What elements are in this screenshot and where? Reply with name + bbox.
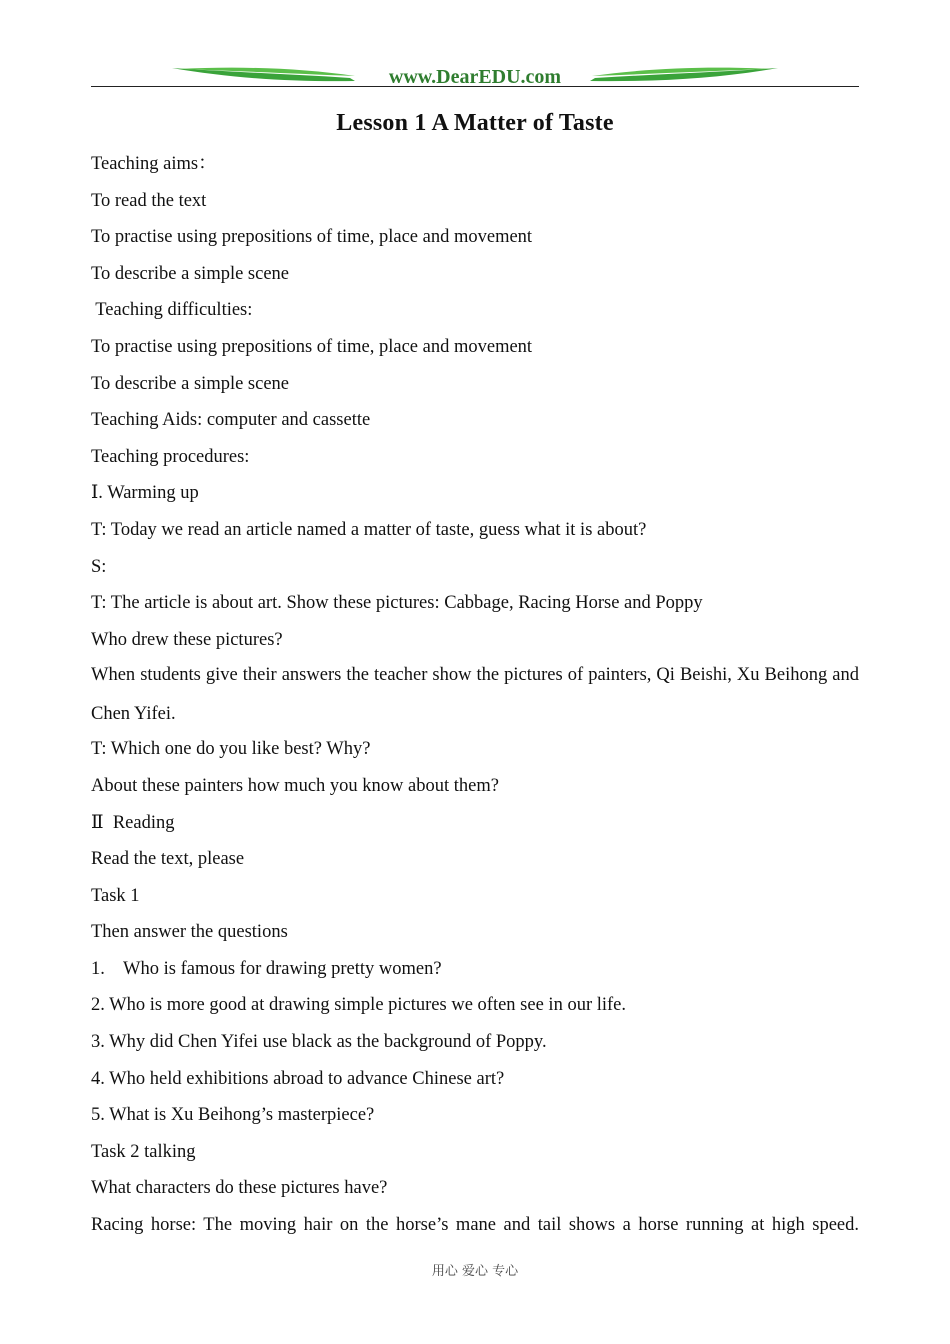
text-line: Racing horse: The moving hair on the horse’s mane and tail shows a horse running at high speed.	[91, 1215, 859, 1236]
text-line: To describe a simple scene	[91, 373, 290, 394]
document-body	[91, 149, 859, 1247]
text-line: Then answer the questions	[91, 922, 288, 943]
text-line: To describe a simple scene	[91, 263, 290, 284]
text-line: S:	[91, 556, 107, 577]
text-line: About these painters how much you know about them?	[91, 775, 499, 796]
text-line: Task 2 talking	[91, 1141, 196, 1162]
page-title: Lesson 1 A Matter of Taste	[336, 110, 614, 136]
text-line: T: The article is about art. Show these pictures: Cabbage, Racing Horse and Poppy	[91, 593, 703, 614]
text-line: 2. Who is more good at drawing simple pictures we often see in our life.	[91, 995, 627, 1016]
text-line: Who drew these pictures?	[91, 629, 283, 650]
text-line: Teaching Aids: computer and cassette	[91, 410, 371, 431]
text-paragraph: When students give their answers the teacher show the pictures of painters, Qi Beishi, Xu Beihong and Chen Yifei.	[91, 665, 859, 725]
page-footer: 用心 爱心 专心	[431, 1264, 519, 1279]
text-line: Teaching difficulties:	[91, 300, 253, 321]
site-logo-text: www.DearEDU.com	[388, 66, 562, 88]
text-line: What characters do these pictures have?	[91, 1178, 388, 1199]
text-line: Task 1	[91, 885, 140, 906]
text-line: 3. Why did Chen Yifei use black as the background of Poppy.	[91, 1032, 547, 1053]
text-line: To practise using prepositions of time, place and movement	[91, 227, 533, 248]
text-line: Ⅱ Reading	[91, 812, 175, 833]
text-line: 5. What is Xu Beihong’s masterpiece?	[91, 1105, 375, 1126]
text-line: To practise using prepositions of time, place and movement	[91, 336, 533, 357]
text-line: 1. Who is famous for drawing pretty women?	[91, 958, 442, 979]
text-line: 4. Who held exhibitions abroad to advance Chinese art?	[91, 1068, 505, 1089]
text-line: Read the text, please	[91, 849, 245, 870]
text-line: Ⅰ. Warming up	[91, 483, 199, 504]
text-line: T: Which one do you like best? Why?	[91, 739, 371, 760]
text-line: Teaching procedures:	[91, 446, 250, 467]
text-line: Teaching aims：	[91, 154, 217, 174]
text-line: To read the text	[91, 190, 207, 211]
header-rule	[91, 86, 859, 87]
text-line: T: Today we read an article named a matter of taste, guess what it is about?	[91, 519, 647, 540]
